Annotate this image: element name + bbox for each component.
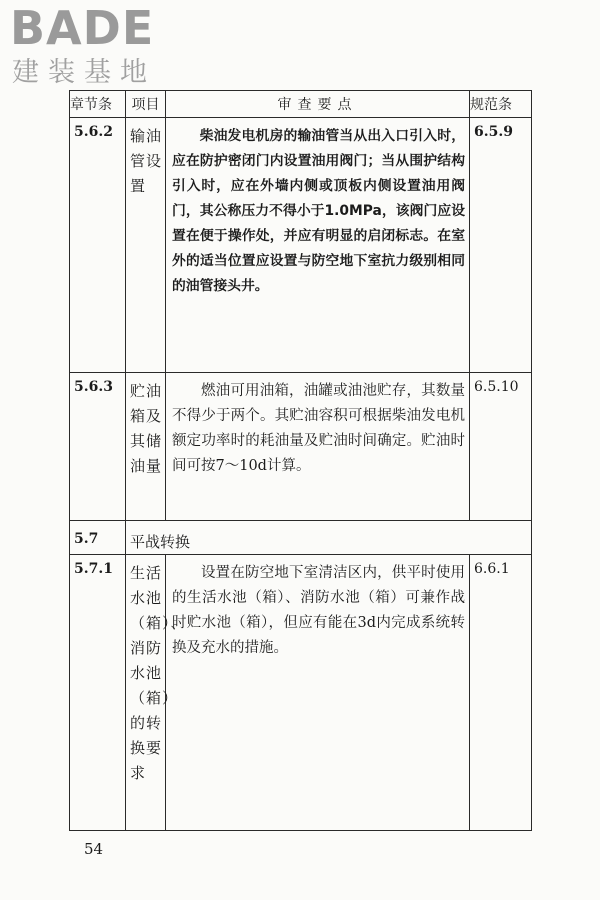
row-standard: 6.6.1 [470,555,532,831]
section-clause: 5.7 [70,521,126,555]
row-clause: 5.6.2 [70,118,126,373]
row-standard: 6.5.9 [470,118,532,373]
section-title: 平战转换 [126,521,532,555]
table-row [70,555,532,831]
row-clause: 5.7.1 [70,555,126,831]
table-row [70,373,532,521]
row-content: 柴油发电机房的输油管当从出入口引入时，应在防护密闭门内设置油用阀门；当从围护结构引入时，应在外墙内侧或顶板内侧设置油用阀门，其公称压力不得小于1.0MPa，该阀门应设置在便于操作处，并应有明显的启闭标志。在室外的适当位置应设置与防空地下室抗力级别相同的油管接头井。 [166,118,470,373]
row-item: 贮油箱及其储油量 [126,373,166,521]
header-clause: 章节条 [70,91,126,118]
row-content: 燃油可用油箱，油罐或油池贮存，其数量不得少于两个。其贮油容积可根据柴油发电机额定功率时的耗油量及贮油时间确定。贮油时间可按7～10d计算。 [166,373,470,521]
row-clause: 5.6.3 [70,373,126,521]
header-item: 项目 [126,91,166,118]
table-header-row [70,91,532,118]
section-row [70,521,532,555]
row-item: 输油管设置 [126,118,166,373]
page-number: 54 [84,840,104,858]
table-row [70,118,532,373]
logo-wordmark: BADE [10,1,155,55]
row-standard: 6.5.10 [470,373,532,521]
review-points-table [69,90,532,831]
header-review-points: 审查要点 [166,91,470,118]
row-item: 生活水池（箱）、消防水池（箱）的转换要求 [126,555,166,831]
bade-logo [10,2,185,94]
header-standard-clause: 规范条 [470,91,532,118]
row-content: 设置在防空地下室清洁区内，供平时使用的生活水池（箱）、消防水池（箱）可兼作战时贮水池（箱），但应有能在3d内完成系统转换及充水的措施。 [166,555,470,831]
logo-subtitle: 建装基地 [12,57,156,88]
